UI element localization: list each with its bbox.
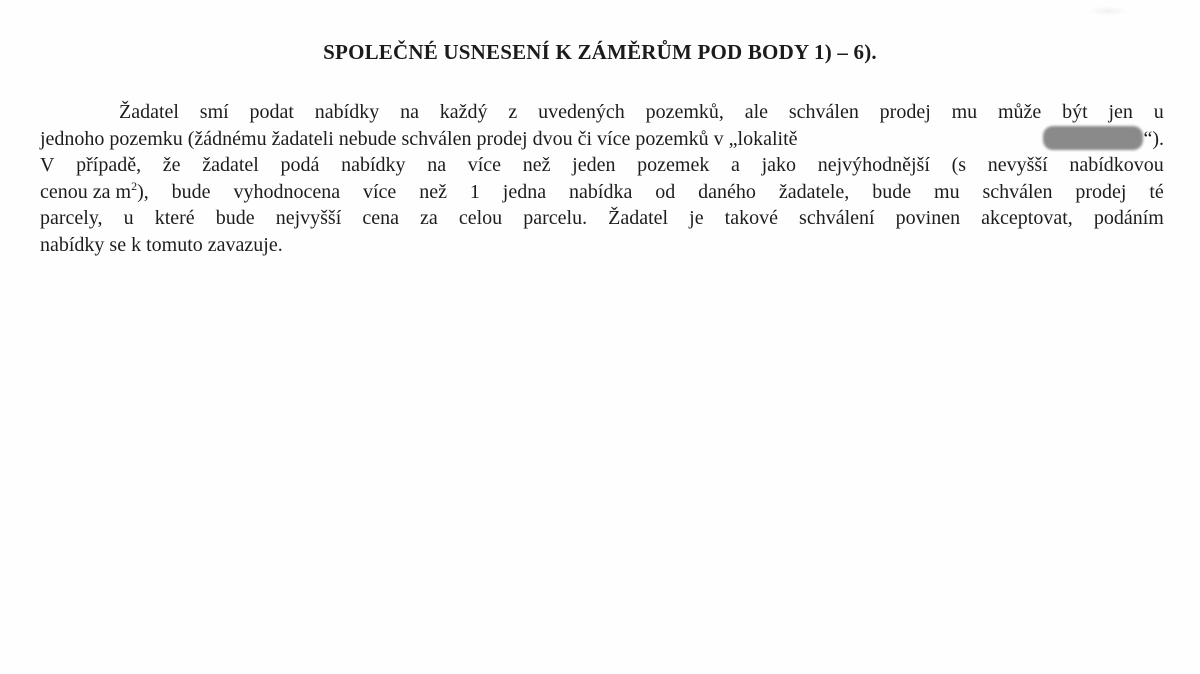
paragraph-line-1: [40, 99, 1164, 126]
word: může: [997, 101, 1042, 123]
word: nejvyšší: [275, 207, 342, 229]
word: nejvýhodnější: [817, 154, 930, 176]
word: ale: [744, 101, 769, 123]
word: za: [420, 207, 438, 229]
word: než: [522, 154, 551, 176]
word: jako: [761, 154, 797, 176]
word: nabídky: [314, 101, 380, 123]
word: povinen: [895, 207, 961, 229]
word: u: [1153, 101, 1164, 123]
paragraph-line-3: [40, 152, 1164, 179]
word: žadatel: [202, 154, 259, 176]
word: daného: [698, 180, 756, 203]
document-heading: SPOLEČNÉ USNESENÍ K ZÁMĚRŮM POD BODY 1) – 6).: [323, 40, 877, 64]
resolution-paragraph: [40, 99, 1164, 258]
word: nabídkovou: [1069, 154, 1164, 176]
word: že: [162, 154, 181, 176]
word: celou: [458, 207, 503, 229]
word: akceptovat,: [981, 207, 1073, 229]
word: více: [363, 180, 397, 203]
paragraph-line-4-rest-first-word: ),: [137, 180, 149, 203]
word: Žadatel: [608, 207, 669, 229]
paragraph-line-2: [40, 126, 1164, 153]
word: schválen: [788, 101, 859, 123]
word: mu: [951, 101, 978, 123]
word: prodej: [1075, 180, 1127, 203]
paragraph-line-6: [40, 232, 1164, 259]
word: jen: [1108, 101, 1133, 123]
word: na: [400, 101, 419, 123]
word: nevyšší: [987, 154, 1048, 176]
redaction-block: [1043, 126, 1143, 150]
word: 1: [469, 180, 480, 203]
word: schválen: [982, 180, 1053, 203]
word: než: [419, 180, 447, 203]
paragraph-line-4: [40, 179, 1164, 206]
word: bude: [171, 180, 211, 203]
word: a: [731, 154, 740, 176]
paragraph-line-4-start: [40, 179, 149, 206]
paragraph-line-2-end: [1035, 126, 1164, 153]
word: nabídka: [569, 180, 633, 203]
paragraph-line-2-closing: “).: [1143, 127, 1164, 150]
word: každý: [439, 101, 488, 123]
superscript: 2: [131, 178, 138, 193]
paragraph-line-5: [40, 205, 1164, 232]
word: takové: [724, 207, 778, 229]
word: parcely,: [40, 207, 103, 229]
paragraph-line-2-text: jednoho pozemku (žádnému žadateli nebude schválen prodej dvou či více pozemků v „lokalitě: [40, 127, 798, 150]
word: uvedených: [538, 101, 625, 123]
word: více: [467, 154, 502, 176]
word: žadatele,: [778, 180, 850, 203]
word: nabídky: [341, 154, 406, 176]
word: jedna: [502, 180, 547, 203]
word: podáním: [1093, 207, 1164, 229]
word: parcelu.: [523, 207, 588, 229]
word: mu: [934, 180, 960, 203]
word: u: [123, 207, 134, 229]
word: cena: [362, 207, 399, 229]
word: bude: [215, 207, 255, 229]
paragraph-line-4-text: cenou za m: [40, 180, 132, 203]
word: prodej: [879, 101, 931, 123]
word: bude: [872, 180, 912, 203]
word: jeden: [572, 154, 616, 176]
word: na: [427, 154, 447, 176]
word: být: [1062, 101, 1088, 123]
word: podat: [249, 101, 294, 123]
word: pozemek: [637, 154, 710, 176]
word: je: [689, 207, 704, 229]
word: schválení: [799, 207, 875, 229]
word: Žadatel: [119, 101, 179, 123]
word: té: [1149, 180, 1164, 203]
word: případě,: [76, 154, 142, 176]
scan-artifact: [1088, 6, 1128, 16]
word: od: [655, 180, 676, 203]
word: z: [508, 101, 518, 123]
word: V: [40, 154, 55, 176]
word: smí: [199, 101, 229, 123]
word: podá: [280, 154, 320, 176]
word: které: [154, 207, 195, 229]
word: pozemků,: [645, 101, 724, 123]
paragraph-line-6-text: nabídky se k tomuto zavazuje.: [40, 233, 283, 256]
word: (s: [951, 154, 967, 176]
word: vyhodnocena: [233, 180, 341, 203]
